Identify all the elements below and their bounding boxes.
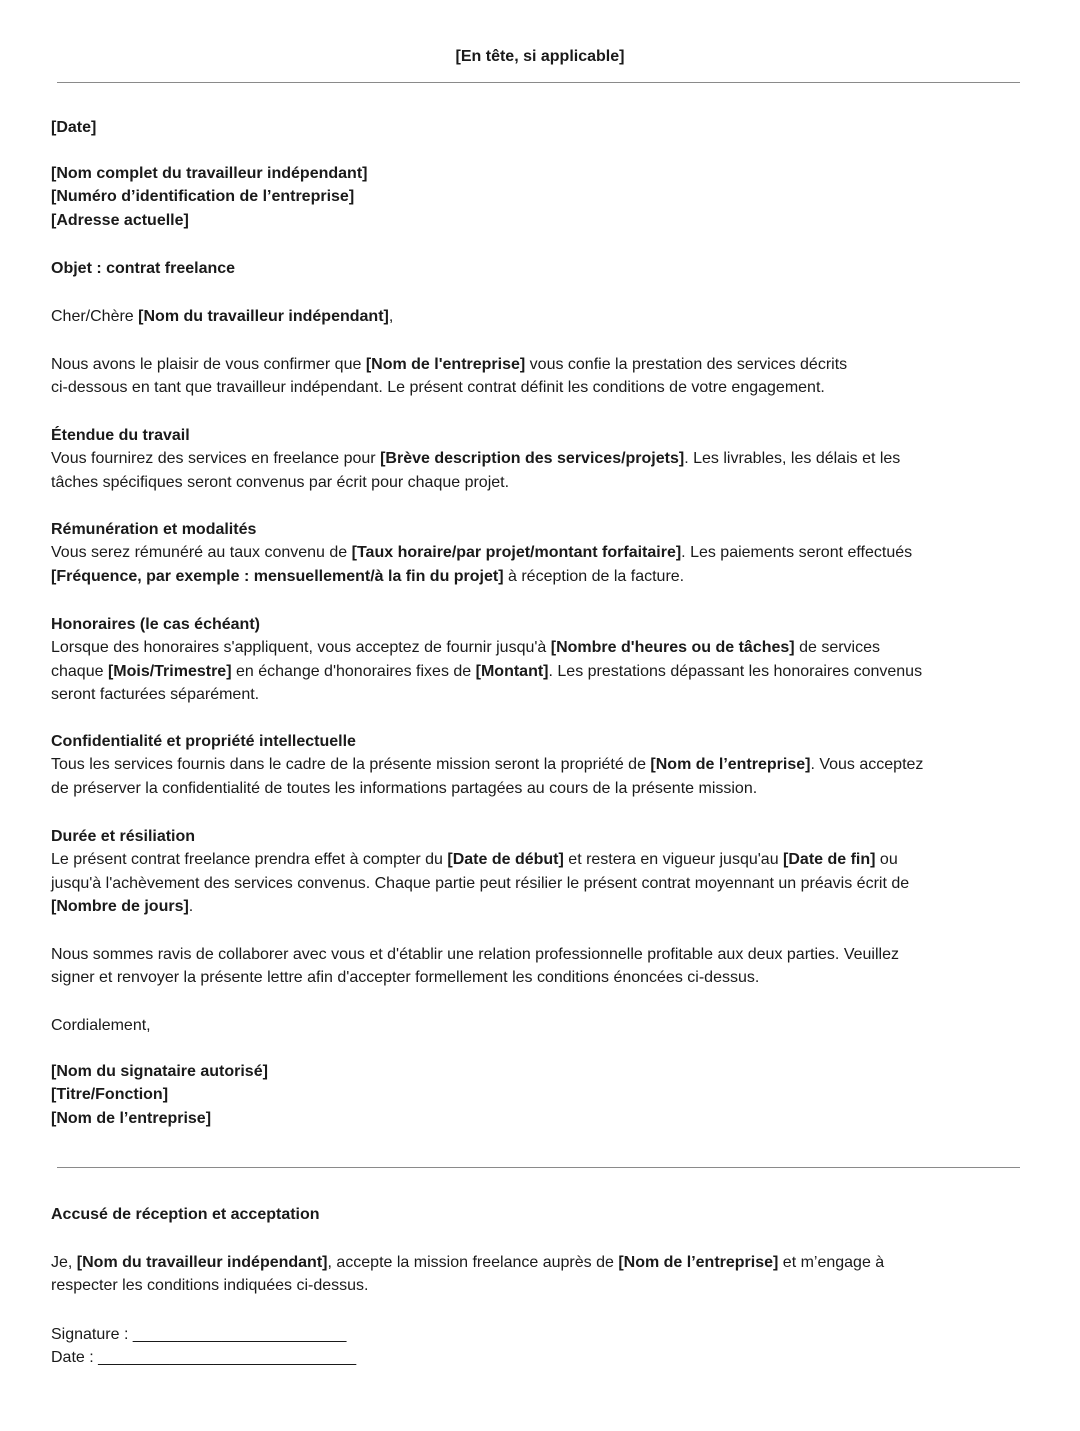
retainer-section: Honoraires (le cas échéant) Lorsque des honoraires s'appliquent, vous acceptez de fournir jusqu'à [Nombre d'heures ou de tâches] de services chaque [Mois/Trimestre] en échange d'honoraires fixes de [Montant]. Les prestations dépassant les honoraires convenus seront facturées séparément. bbox=[51, 613, 1026, 707]
section-heading: Honoraires (le cas échéant) bbox=[51, 616, 260, 633]
section-heading: Durée et résiliation bbox=[51, 828, 196, 845]
header-divider bbox=[57, 82, 1020, 83]
letter-date: [Date] bbox=[51, 119, 97, 136]
closing-paragraph: Nous sommes ravis de collaborer avec vous et d'établir une relation professionnelle profitable aux deux parties. Veuillez signer et renvoyer la présente lettre afin d'accepter formellement les conditions énoncées ci-dessus. bbox=[51, 946, 899, 987]
recipient-company-id: [Numéro d’identification de l’entreprise] bbox=[51, 188, 355, 206]
section-heading: Étendue du travail bbox=[51, 427, 190, 444]
signatory-title: [Titre/Fonction] bbox=[51, 1086, 169, 1104]
term-section: Durée et résiliation Le présent contrat freelance prendra effet à compter du [Date de début] et restera en vigueur jusqu'au [Date de fin] ou jusqu'à l'achèvement des services convenus. Chaque partie peut résilier le présent contrat moyennant un préavis écrit de [Nombre de jours]. bbox=[51, 825, 1026, 919]
recipient-address: [Adresse actuelle] bbox=[51, 211, 189, 229]
signoff: Cordialement, bbox=[51, 1017, 151, 1034]
signature-fields bbox=[51, 1323, 1026, 1370]
company-placeholder: [Nom de l'entreprise] bbox=[365, 356, 526, 373]
letterhead-title: [En tête, si applicable] bbox=[455, 48, 625, 65]
salutation: Cher/Chère [Nom du travailleur indépendant], bbox=[51, 308, 394, 325]
scope-section: Étendue du travail Vous fournirez des services en freelance pour [Brève description des services/projets]. Les livrables, les délais et les tâches spécifiques seront convenus par écrit pour chaque projet. bbox=[51, 424, 1026, 494]
subject-line: Objet : contrat freelance bbox=[51, 260, 236, 277]
recipient-name: [Nom complet du travailleur indépendant] bbox=[51, 165, 368, 182]
section-heading: Rémunération et modalités bbox=[51, 521, 257, 538]
section-divider bbox=[57, 1167, 1020, 1168]
recipient-block bbox=[51, 162, 1026, 232]
section-heading: Confidentialité et propriété intellectuelle bbox=[51, 733, 356, 750]
signatory-company: [Nom de l’entreprise] bbox=[51, 1109, 212, 1127]
intro-paragraph: Nous avons le plaisir de vous confirmer que [Nom de l'entreprise] vous confie la prestation des services décrits ci-dessous en tant que travailleur indépendant. Le présent contrat définit les conditions de votre engagement. bbox=[51, 356, 848, 397]
signatory-block bbox=[51, 1060, 1026, 1130]
date-line[interactable]: Date : _____________________________ bbox=[51, 1349, 357, 1367]
acknowledgement-paragraph: Je, [Nom du travailleur indépendant], accepte la mission freelance auprès de [Nom de l’entreprise] et m’engage à respecter les conditions indiquées ci-dessus. bbox=[51, 1254, 885, 1295]
salutation-name: [Nom du travailleur indépendant] bbox=[138, 308, 389, 325]
payment-section: Rémunération et modalités Vous serez rémunéré au taux convenu de [Taux horaire/par projet/montant forfaitaire]. Les paiements seront effectués [Fréquence, par exemple : mensuellement/à la fin du projet] à réception de la facture. bbox=[51, 518, 1026, 588]
signatory-name: [Nom du signataire autorisé] bbox=[51, 1063, 268, 1080]
acknowledgement-heading: Accusé de réception et acceptation bbox=[51, 1206, 320, 1223]
confidentiality-section: Confidentialité et propriété intellectuelle Tous les services fournis dans le cadre de la présente mission seront la propriété de [Nom de l’entreprise]. Vous acceptez de préserver la confidentialité de toutes les informations partagées au cours de la présente mission. bbox=[51, 730, 1026, 800]
signature-line[interactable]: Signature : ________________________ bbox=[51, 1326, 347, 1343]
